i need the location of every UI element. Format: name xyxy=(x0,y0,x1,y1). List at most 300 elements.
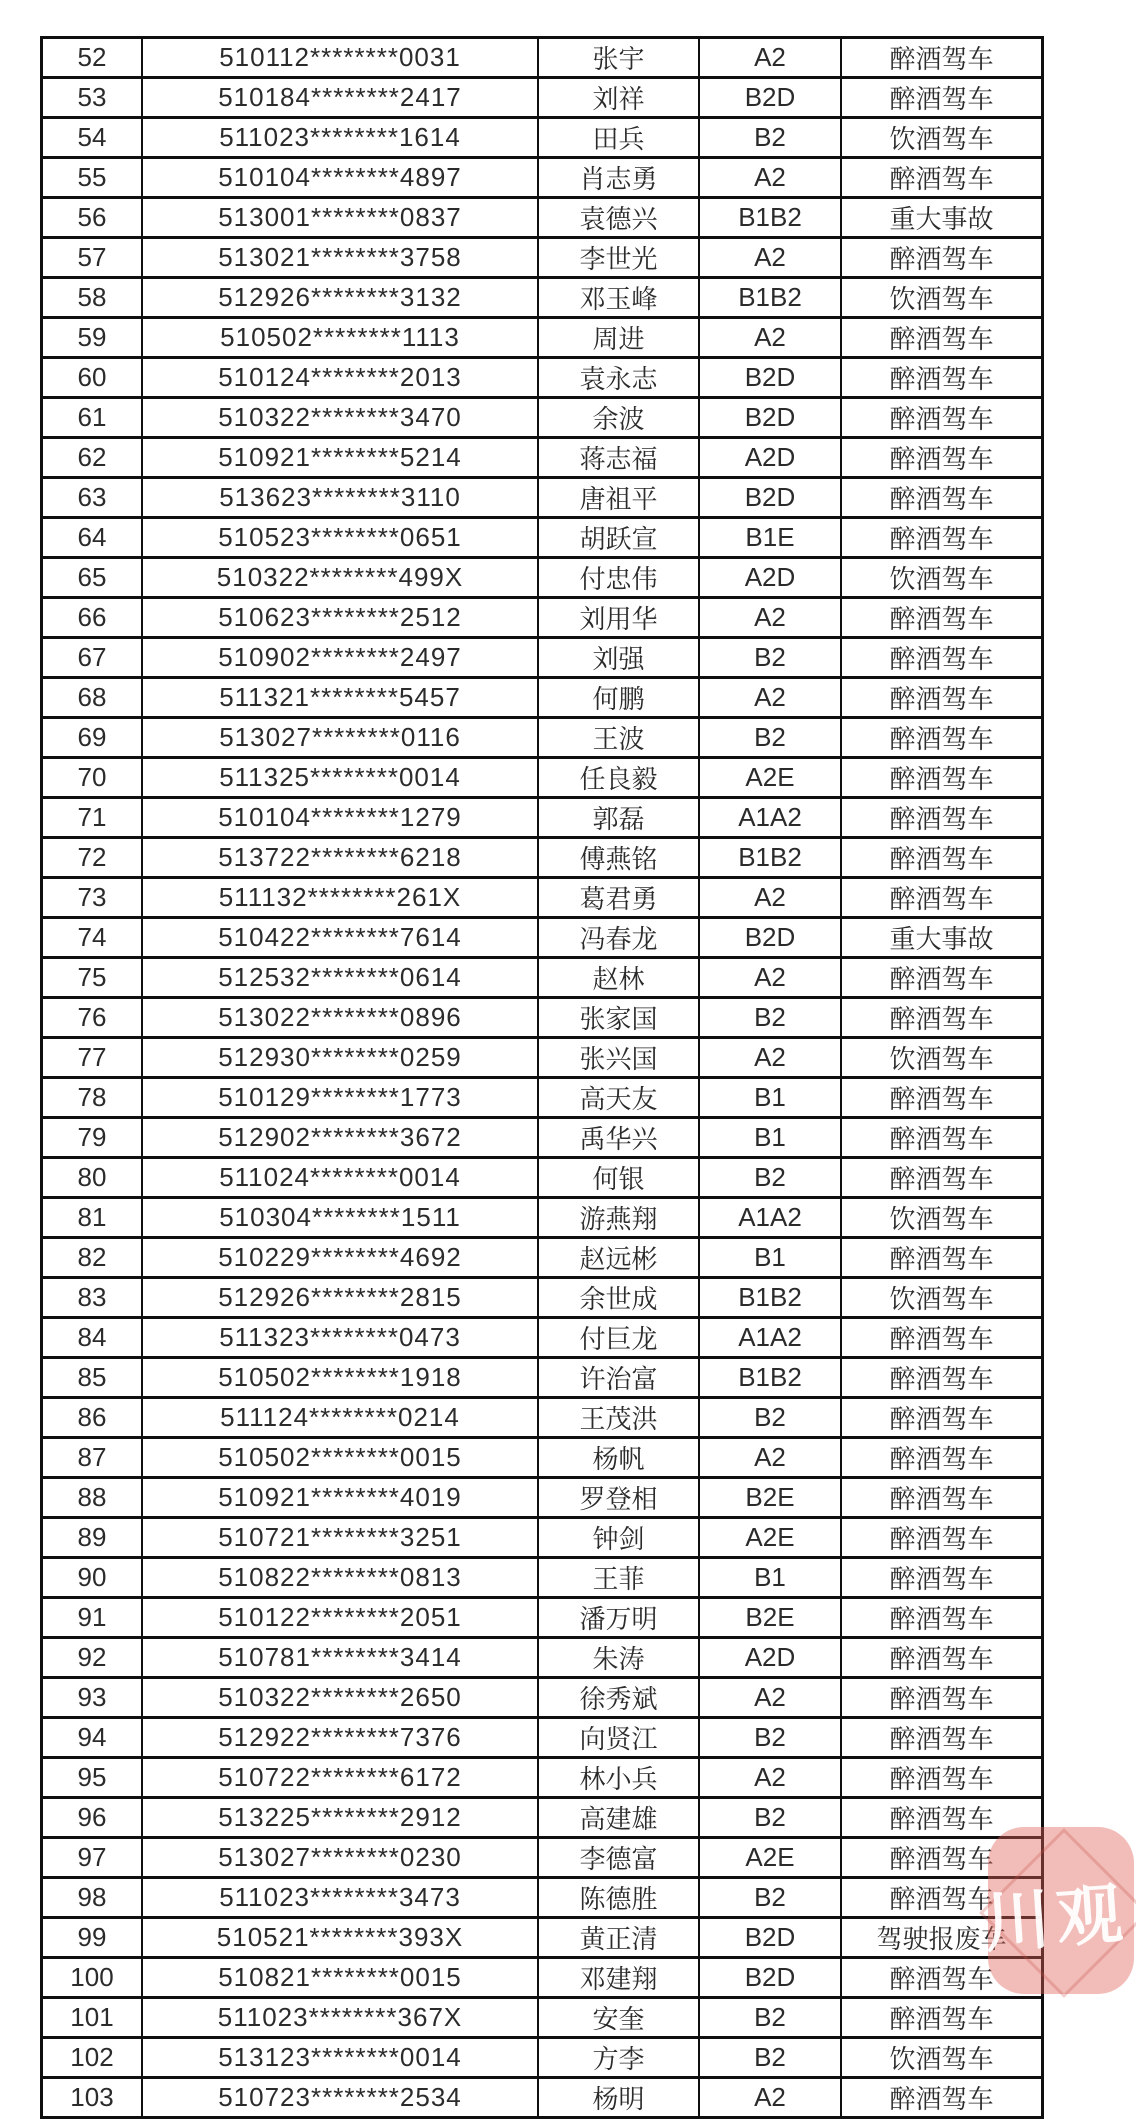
license-class-cell: B1 xyxy=(699,1078,841,1118)
license-class-cell: A2 xyxy=(699,598,841,638)
row-number-cell: 92 xyxy=(42,1638,143,1678)
table-row xyxy=(42,238,1043,278)
license-class-cell: B1 xyxy=(699,1558,841,1598)
license-class-cell: B1B2 xyxy=(699,1358,841,1398)
license-class-cell: B2 xyxy=(699,1798,841,1838)
name-cell: 付忠伟 xyxy=(538,558,699,598)
name-cell: 刘用华 xyxy=(538,598,699,638)
name-cell: 禹华兴 xyxy=(538,1118,699,1158)
table-row xyxy=(42,518,1043,558)
table-row xyxy=(42,1918,1043,1958)
id-number-cell: 511023********3473 xyxy=(142,1878,538,1918)
table-row xyxy=(42,1758,1043,1798)
reason-cell: 醉酒驾车 xyxy=(841,478,1043,518)
reason-cell: 醉酒驾车 xyxy=(841,438,1043,478)
name-cell: 游燕翔 xyxy=(538,1198,699,1238)
license-class-cell: B2 xyxy=(699,998,841,1038)
table-row xyxy=(42,1238,1043,1278)
table-row xyxy=(42,1878,1043,1918)
table-row xyxy=(42,398,1043,438)
id-number-cell: 511132********261X xyxy=(142,878,538,918)
license-class-cell: A2 xyxy=(699,38,841,78)
reason-cell: 醉酒驾车 xyxy=(841,1638,1043,1678)
row-number-cell: 69 xyxy=(42,718,143,758)
id-number-cell: 510229********4692 xyxy=(142,1238,538,1278)
reason-cell: 醉酒驾车 xyxy=(841,1398,1043,1438)
license-class-cell: B2 xyxy=(699,118,841,158)
id-number-cell: 511321********5457 xyxy=(142,678,538,718)
license-class-cell: A1A2 xyxy=(699,1318,841,1358)
row-number-cell: 57 xyxy=(42,238,143,278)
row-number-cell: 67 xyxy=(42,638,143,678)
license-class-cell: A2D xyxy=(699,1638,841,1678)
row-number-cell: 56 xyxy=(42,198,143,238)
license-class-cell: B2 xyxy=(699,1718,841,1758)
id-number-cell: 510822********0813 xyxy=(142,1558,538,1598)
license-class-cell: A2 xyxy=(699,2078,841,2118)
name-cell: 王茂洪 xyxy=(538,1398,699,1438)
name-cell: 余世成 xyxy=(538,1278,699,1318)
row-number-cell: 93 xyxy=(42,1678,143,1718)
table-row xyxy=(42,718,1043,758)
name-cell: 刘祥 xyxy=(538,78,699,118)
reason-cell: 醉酒驾车 xyxy=(841,1558,1043,1598)
row-number-cell: 91 xyxy=(42,1598,143,1638)
table-row xyxy=(42,1798,1043,1838)
id-number-cell: 510322********3470 xyxy=(142,398,538,438)
reason-cell: 醉酒驾车 xyxy=(841,1798,1043,1838)
name-cell: 葛君勇 xyxy=(538,878,699,918)
table-row xyxy=(42,558,1043,598)
name-cell: 方李 xyxy=(538,2038,699,2078)
row-number-cell: 73 xyxy=(42,878,143,918)
license-class-cell: B2 xyxy=(699,1998,841,2038)
driver-violation-table xyxy=(40,36,1044,2119)
reason-cell: 醉酒驾车 xyxy=(841,1878,1043,1918)
license-class-cell: A2 xyxy=(699,1438,841,1478)
table-row xyxy=(42,1518,1043,1558)
name-cell: 刘强 xyxy=(538,638,699,678)
row-number-cell: 88 xyxy=(42,1478,143,1518)
reason-cell: 醉酒驾车 xyxy=(841,1758,1043,1798)
row-number-cell: 52 xyxy=(42,38,143,78)
reason-cell: 醉酒驾车 xyxy=(841,678,1043,718)
reason-cell: 醉酒驾车 xyxy=(841,318,1043,358)
row-number-cell: 83 xyxy=(42,1278,143,1318)
name-cell: 胡跃宣 xyxy=(538,518,699,558)
reason-cell: 醉酒驾车 xyxy=(841,1438,1043,1478)
row-number-cell: 87 xyxy=(42,1438,143,1478)
id-number-cell: 512532********0614 xyxy=(142,958,538,998)
row-number-cell: 54 xyxy=(42,118,143,158)
reason-cell: 重大事故 xyxy=(841,198,1043,238)
reason-cell: 饮酒驾车 xyxy=(841,1038,1043,1078)
table-row xyxy=(42,1478,1043,1518)
license-class-cell: B1B2 xyxy=(699,278,841,318)
table-row xyxy=(42,1118,1043,1158)
row-number-cell: 95 xyxy=(42,1758,143,1798)
reason-cell: 醉酒驾车 xyxy=(841,798,1043,838)
table-row xyxy=(42,838,1043,878)
id-number-cell: 512926********2815 xyxy=(142,1278,538,1318)
reason-cell: 醉酒驾车 xyxy=(841,518,1043,558)
name-cell: 邓建翔 xyxy=(538,1958,699,1998)
table-row xyxy=(42,1958,1043,1998)
name-cell: 潘万明 xyxy=(538,1598,699,1638)
row-number-cell: 102 xyxy=(42,2038,143,2078)
row-number-cell: 72 xyxy=(42,838,143,878)
license-class-cell: B2D xyxy=(699,478,841,518)
id-number-cell: 511124********0214 xyxy=(142,1398,538,1438)
row-number-cell: 100 xyxy=(42,1958,143,1998)
id-number-cell: 510902********2497 xyxy=(142,638,538,678)
reason-cell: 重大事故 xyxy=(841,918,1043,958)
license-class-cell: B1 xyxy=(699,1118,841,1158)
row-number-cell: 80 xyxy=(42,1158,143,1198)
row-number-cell: 58 xyxy=(42,278,143,318)
row-number-cell: 81 xyxy=(42,1198,143,1238)
table-row xyxy=(42,758,1043,798)
id-number-cell: 510502********0015 xyxy=(142,1438,538,1478)
name-cell: 冯春龙 xyxy=(538,918,699,958)
table-row xyxy=(42,1998,1043,2038)
table-row xyxy=(42,1838,1043,1878)
reason-cell: 醉酒驾车 xyxy=(841,2078,1043,2118)
license-class-cell: A2 xyxy=(699,1038,841,1078)
reason-cell: 醉酒驾车 xyxy=(841,758,1043,798)
row-number-cell: 71 xyxy=(42,798,143,838)
reason-cell: 醉酒驾车 xyxy=(841,1238,1043,1278)
id-number-cell: 512930********0259 xyxy=(142,1038,538,1078)
reason-cell: 醉酒驾车 xyxy=(841,1678,1043,1718)
id-number-cell: 510921********5214 xyxy=(142,438,538,478)
row-number-cell: 82 xyxy=(42,1238,143,1278)
row-number-cell: 90 xyxy=(42,1558,143,1598)
id-number-cell: 513623********3110 xyxy=(142,478,538,518)
name-cell: 蒋志福 xyxy=(538,438,699,478)
license-class-cell: A2D xyxy=(699,558,841,598)
table-row xyxy=(42,1718,1043,1758)
reason-cell: 饮酒驾车 xyxy=(841,118,1043,158)
reason-cell: 醉酒驾车 xyxy=(841,1598,1043,1638)
name-cell: 安奎 xyxy=(538,1998,699,2038)
row-number-cell: 70 xyxy=(42,758,143,798)
id-number-cell: 510821********0015 xyxy=(142,1958,538,1998)
name-cell: 李德富 xyxy=(538,1838,699,1878)
license-class-cell: B2 xyxy=(699,638,841,678)
id-number-cell: 513123********0014 xyxy=(142,2038,538,2078)
reason-cell: 醉酒驾车 xyxy=(841,1958,1043,1998)
table-row xyxy=(42,78,1043,118)
table-row xyxy=(42,158,1043,198)
reason-cell: 醉酒驾车 xyxy=(841,1478,1043,1518)
id-number-cell: 511023********367X xyxy=(142,1998,538,2038)
table-row xyxy=(42,958,1043,998)
id-number-cell: 513021********3758 xyxy=(142,238,538,278)
name-cell: 向贤江 xyxy=(538,1718,699,1758)
id-number-cell: 512922********7376 xyxy=(142,1718,538,1758)
reason-cell: 醉酒驾车 xyxy=(841,1998,1043,2038)
name-cell: 肖志勇 xyxy=(538,158,699,198)
name-cell: 邓玉峰 xyxy=(538,278,699,318)
row-number-cell: 74 xyxy=(42,918,143,958)
license-class-cell: B2 xyxy=(699,718,841,758)
row-number-cell: 64 xyxy=(42,518,143,558)
table-row xyxy=(42,2038,1043,2078)
license-class-cell: A2 xyxy=(699,158,841,198)
name-cell: 王菲 xyxy=(538,1558,699,1598)
name-cell: 杨帆 xyxy=(538,1438,699,1478)
name-cell: 唐祖平 xyxy=(538,478,699,518)
id-number-cell: 512902********3672 xyxy=(142,1118,538,1158)
table-row xyxy=(42,1358,1043,1398)
table-row xyxy=(42,1598,1043,1638)
id-number-cell: 511024********0014 xyxy=(142,1158,538,1198)
name-cell: 任良毅 xyxy=(538,758,699,798)
license-class-cell: A2 xyxy=(699,1678,841,1718)
reason-cell: 醉酒驾车 xyxy=(841,358,1043,398)
name-cell: 陈德胜 xyxy=(538,1878,699,1918)
row-number-cell: 53 xyxy=(42,78,143,118)
table-row xyxy=(42,638,1043,678)
license-class-cell: A2E xyxy=(699,1838,841,1878)
row-number-cell: 96 xyxy=(42,1798,143,1838)
name-cell: 钟剑 xyxy=(538,1518,699,1558)
row-number-cell: 77 xyxy=(42,1038,143,1078)
license-class-cell: B1B2 xyxy=(699,198,841,238)
license-class-cell: A2 xyxy=(699,878,841,918)
license-class-cell: A2E xyxy=(699,1518,841,1558)
row-number-cell: 79 xyxy=(42,1118,143,1158)
id-number-cell: 513022********0896 xyxy=(142,998,538,1038)
id-number-cell: 510722********6172 xyxy=(142,1758,538,1798)
table-row xyxy=(42,1398,1043,1438)
name-cell: 张兴国 xyxy=(538,1038,699,1078)
license-class-cell: B2 xyxy=(699,1158,841,1198)
id-number-cell: 510112********0031 xyxy=(142,38,538,78)
name-cell: 余波 xyxy=(538,398,699,438)
table-row xyxy=(42,998,1043,1038)
reason-cell: 醉酒驾车 xyxy=(841,638,1043,678)
license-class-cell: B2D xyxy=(699,358,841,398)
table-row xyxy=(42,1638,1043,1678)
reason-cell: 醉酒驾车 xyxy=(841,38,1043,78)
license-class-cell: B2D xyxy=(699,1918,841,1958)
name-cell: 黄正清 xyxy=(538,1918,699,1958)
table-row xyxy=(42,1198,1043,1238)
id-number-cell: 510781********3414 xyxy=(142,1638,538,1678)
row-number-cell: 78 xyxy=(42,1078,143,1118)
name-cell: 许治富 xyxy=(538,1358,699,1398)
id-number-cell: 510921********4019 xyxy=(142,1478,538,1518)
id-number-cell: 510122********2051 xyxy=(142,1598,538,1638)
table-row xyxy=(42,1678,1043,1718)
table-row xyxy=(42,1318,1043,1358)
name-cell: 张家国 xyxy=(538,998,699,1038)
name-cell: 何银 xyxy=(538,1158,699,1198)
license-class-cell: A2 xyxy=(699,958,841,998)
table-row xyxy=(42,1558,1043,1598)
license-class-cell: A1A2 xyxy=(699,798,841,838)
row-number-cell: 76 xyxy=(42,998,143,1038)
id-number-cell: 510502********1918 xyxy=(142,1358,538,1398)
id-number-cell: 510184********2417 xyxy=(142,78,538,118)
name-cell: 杨明 xyxy=(538,2078,699,2118)
license-class-cell: B2D xyxy=(699,398,841,438)
license-class-cell: A2E xyxy=(699,758,841,798)
name-cell: 郭磊 xyxy=(538,798,699,838)
name-cell: 袁永志 xyxy=(538,358,699,398)
id-number-cell: 511325********0014 xyxy=(142,758,538,798)
name-cell: 赵远彬 xyxy=(538,1238,699,1278)
reason-cell: 醉酒驾车 xyxy=(841,398,1043,438)
name-cell: 朱涛 xyxy=(538,1638,699,1678)
id-number-cell: 513027********0116 xyxy=(142,718,538,758)
row-number-cell: 59 xyxy=(42,318,143,358)
id-number-cell: 510322********2650 xyxy=(142,1678,538,1718)
row-number-cell: 84 xyxy=(42,1318,143,1358)
row-number-cell: 62 xyxy=(42,438,143,478)
name-cell: 张宇 xyxy=(538,38,699,78)
id-number-cell: 510623********2512 xyxy=(142,598,538,638)
row-number-cell: 89 xyxy=(42,1518,143,1558)
id-number-cell: 510124********2013 xyxy=(142,358,538,398)
name-cell: 付巨龙 xyxy=(538,1318,699,1358)
id-number-cell: 510523********0651 xyxy=(142,518,538,558)
license-class-cell: B2 xyxy=(699,2038,841,2078)
table-row xyxy=(42,358,1043,398)
reason-cell: 醉酒驾车 xyxy=(841,78,1043,118)
license-class-cell: A2 xyxy=(699,1758,841,1798)
table-row xyxy=(42,118,1043,158)
reason-cell: 醉酒驾车 xyxy=(841,878,1043,918)
name-cell: 周进 xyxy=(538,318,699,358)
reason-cell: 饮酒驾车 xyxy=(841,1198,1043,1238)
row-number-cell: 61 xyxy=(42,398,143,438)
name-cell: 赵林 xyxy=(538,958,699,998)
table-row xyxy=(42,678,1043,718)
id-number-cell: 510129********1773 xyxy=(142,1078,538,1118)
name-cell: 罗登相 xyxy=(538,1478,699,1518)
id-number-cell: 510502********1113 xyxy=(142,318,538,358)
reason-cell: 醉酒驾车 xyxy=(841,1718,1043,1758)
id-number-cell: 510422********7614 xyxy=(142,918,538,958)
table-row xyxy=(42,2078,1043,2118)
id-number-cell: 510521********393X xyxy=(142,1918,538,1958)
row-number-cell: 101 xyxy=(42,1998,143,2038)
id-number-cell: 513225********2912 xyxy=(142,1798,538,1838)
reason-cell: 醉酒驾车 xyxy=(841,598,1043,638)
reason-cell: 醉酒驾车 xyxy=(841,1118,1043,1158)
reason-cell: 驾驶报废车 xyxy=(841,1918,1043,1958)
watermark-text: 川观 xyxy=(981,1876,1131,1960)
row-number-cell: 86 xyxy=(42,1398,143,1438)
table-row xyxy=(42,438,1043,478)
license-class-cell: A2 xyxy=(699,318,841,358)
name-cell: 高天友 xyxy=(538,1078,699,1118)
table-row xyxy=(42,598,1043,638)
row-number-cell: 63 xyxy=(42,478,143,518)
license-class-cell: B1B2 xyxy=(699,1278,841,1318)
id-number-cell: 513001********0837 xyxy=(142,198,538,238)
license-class-cell: A1A2 xyxy=(699,1198,841,1238)
license-class-cell: B2E xyxy=(699,1478,841,1518)
table-row xyxy=(42,1158,1043,1198)
id-number-cell: 513722********6218 xyxy=(142,838,538,878)
row-number-cell: 65 xyxy=(42,558,143,598)
license-class-cell: B2 xyxy=(699,1878,841,1918)
license-class-cell: A2D xyxy=(699,438,841,478)
id-number-cell: 510721********3251 xyxy=(142,1518,538,1558)
reason-cell: 醉酒驾车 xyxy=(841,1158,1043,1198)
name-cell: 徐秀斌 xyxy=(538,1678,699,1718)
reason-cell: 醉酒驾车 xyxy=(841,1518,1043,1558)
license-class-cell: B1 xyxy=(699,1238,841,1278)
row-number-cell: 99 xyxy=(42,1918,143,1958)
license-class-cell: B1B2 xyxy=(699,838,841,878)
id-number-cell: 510304********1511 xyxy=(142,1198,538,1238)
table-row xyxy=(42,1078,1043,1118)
table-row xyxy=(42,478,1043,518)
table-row xyxy=(42,1278,1043,1318)
table-row xyxy=(42,918,1043,958)
license-class-cell: B2D xyxy=(699,918,841,958)
reason-cell: 醉酒驾车 xyxy=(841,998,1043,1038)
name-cell: 袁德兴 xyxy=(538,198,699,238)
table-row xyxy=(42,798,1043,838)
row-number-cell: 103 xyxy=(42,2078,143,2118)
row-number-cell: 75 xyxy=(42,958,143,998)
id-number-cell: 511023********1614 xyxy=(142,118,538,158)
row-number-cell: 66 xyxy=(42,598,143,638)
id-number-cell: 510723********2534 xyxy=(142,2078,538,2118)
name-cell: 高建雄 xyxy=(538,1798,699,1838)
reason-cell: 醉酒驾车 xyxy=(841,718,1043,758)
reason-cell: 饮酒驾车 xyxy=(841,1278,1043,1318)
reason-cell: 饮酒驾车 xyxy=(841,278,1043,318)
table-row xyxy=(42,38,1043,78)
reason-cell: 醉酒驾车 xyxy=(841,1318,1043,1358)
reason-cell: 醉酒驾车 xyxy=(841,158,1043,198)
id-number-cell: 513027********0230 xyxy=(142,1838,538,1878)
row-number-cell: 94 xyxy=(42,1718,143,1758)
reason-cell: 醉酒驾车 xyxy=(841,1078,1043,1118)
id-number-cell: 510104********1279 xyxy=(142,798,538,838)
name-cell: 田兵 xyxy=(538,118,699,158)
license-class-cell: B2E xyxy=(699,1598,841,1638)
reason-cell: 饮酒驾车 xyxy=(841,558,1043,598)
license-class-cell: B2D xyxy=(699,1958,841,1998)
reason-cell: 醉酒驾车 xyxy=(841,1838,1043,1878)
table-row xyxy=(42,278,1043,318)
license-class-cell: B2D xyxy=(699,78,841,118)
reason-cell: 醉酒驾车 xyxy=(841,1358,1043,1398)
id-number-cell: 510104********4897 xyxy=(142,158,538,198)
row-number-cell: 60 xyxy=(42,358,143,398)
license-class-cell: B2 xyxy=(699,1398,841,1438)
table-row xyxy=(42,1038,1043,1078)
license-class-cell: B1E xyxy=(699,518,841,558)
name-cell: 傅燕铭 xyxy=(538,838,699,878)
row-number-cell: 98 xyxy=(42,1878,143,1918)
id-number-cell: 512926********3132 xyxy=(142,278,538,318)
license-class-cell: A2 xyxy=(699,238,841,278)
name-cell: 林小兵 xyxy=(538,1758,699,1798)
name-cell: 王波 xyxy=(538,718,699,758)
id-number-cell: 510322********499X xyxy=(142,558,538,598)
row-number-cell: 55 xyxy=(42,158,143,198)
reason-cell: 醉酒驾车 xyxy=(841,838,1043,878)
